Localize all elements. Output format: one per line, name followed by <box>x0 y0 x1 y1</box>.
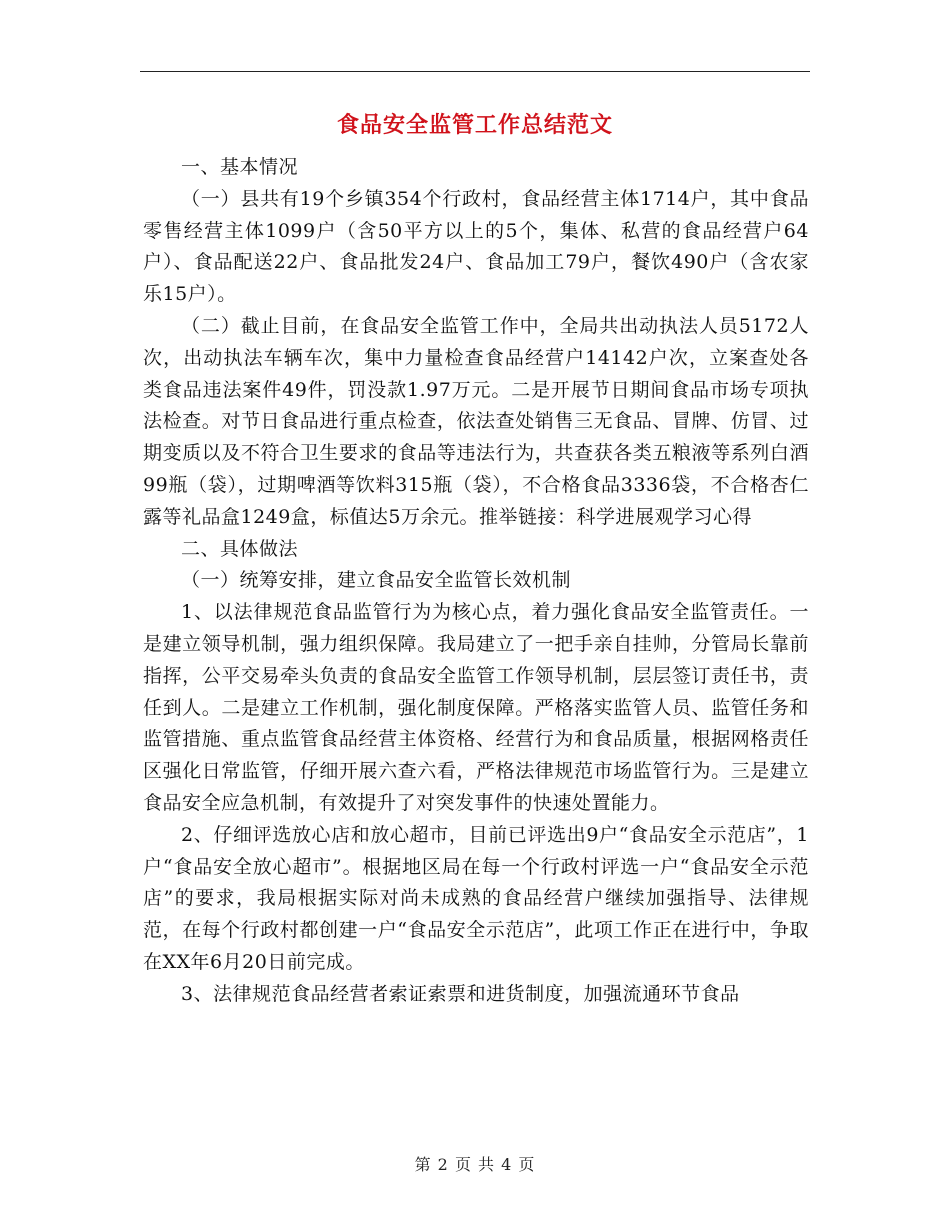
paragraph-enforcement: （二）截止目前，在食品安全监管工作中，全局共出动执法人员5172人次，出动执法车辆车次，集中力量检查食品经营户14142户次，立案查处各类食品违法案件49件，罚没款1.97万元。二是开展节日期间食品市场专项执法检查。对节日食品进行重点检查，依法查处销售三无食品、冒牌、仿冒、过期变质以及不符合卫生要求的食品等违法行为，共查获各类五粮液等系列白酒99瓶（袋），过期啤酒等饮料315瓶（袋），不合格食品3336袋，不合格杏仁露等礼品盒1249盒，标值达5万余元。推举链接：科学进展观学习心得 <box>143 314 809 528</box>
paragraph-item-1: 1、以法律规范食品监管行为为核心点，着力强化食品安全监管责任。一是建立领导机制，强力组织保障。我局建立了一把手亲自挂帅，分管局长靠前指挥，公平交易牵头负责的食品安全监管工作领导机制，层层签订责任书，责任到人。二是建立工作机制，强化制度保障。严格落实监管人员、监管任务和监管措施、重点监管食品经营主体资格、经营行为和食品质量，根据网格责任区强化日常监管，仔细开展六查六看，严格法律规范市场监管行为。三是建立食品安全应急机制，有效提升了对突发事件的快速处置能力。 <box>143 601 809 814</box>
paragraph-item-3: 3、法律规范食品经营者索证索票和进货制度，加强流通环节食品 <box>181 982 740 1005</box>
page-number: 第 2 页 共 4 页 <box>414 1155 536 1174</box>
section-heading-methods: 二、具体做法 <box>181 537 299 560</box>
section-heading-basic: 一、基本情况 <box>181 156 299 178</box>
paragraph-overview: （一）县共有19个乡镇354个行政村，食品经营主体1714户，其中食品零售经营主体1099户（含50平方以上的5个，集体、私营的食品经营户64户）、食品配送22户、食品批发24户、食品加工79户，餐饮490户（含农家乐15户）。 <box>143 187 809 306</box>
document-body <box>143 152 809 1011</box>
document-title: 食品安全监管工作总结范文 <box>336 112 613 138</box>
paragraph-item-2: 2、仔细评选放心店和放心超市，目前已评选出9户“食品安全示范店”，1户“食品安全放心超市”。根据地区局在每一个行政村评选一户“食品安全示范店”的要求，我局根据实际对尚未成熟的食品经营户继续加强指导、法律规范，在每个行政村都创建一户“食品安全示范店”，此项工作正在进行中，争取在XX年6月20日前完成。 <box>143 823 809 973</box>
subsection-heading-coordination: （一）统筹安排，建立食品安全监管长效机制 <box>181 569 572 592</box>
header-rule <box>140 71 810 72</box>
